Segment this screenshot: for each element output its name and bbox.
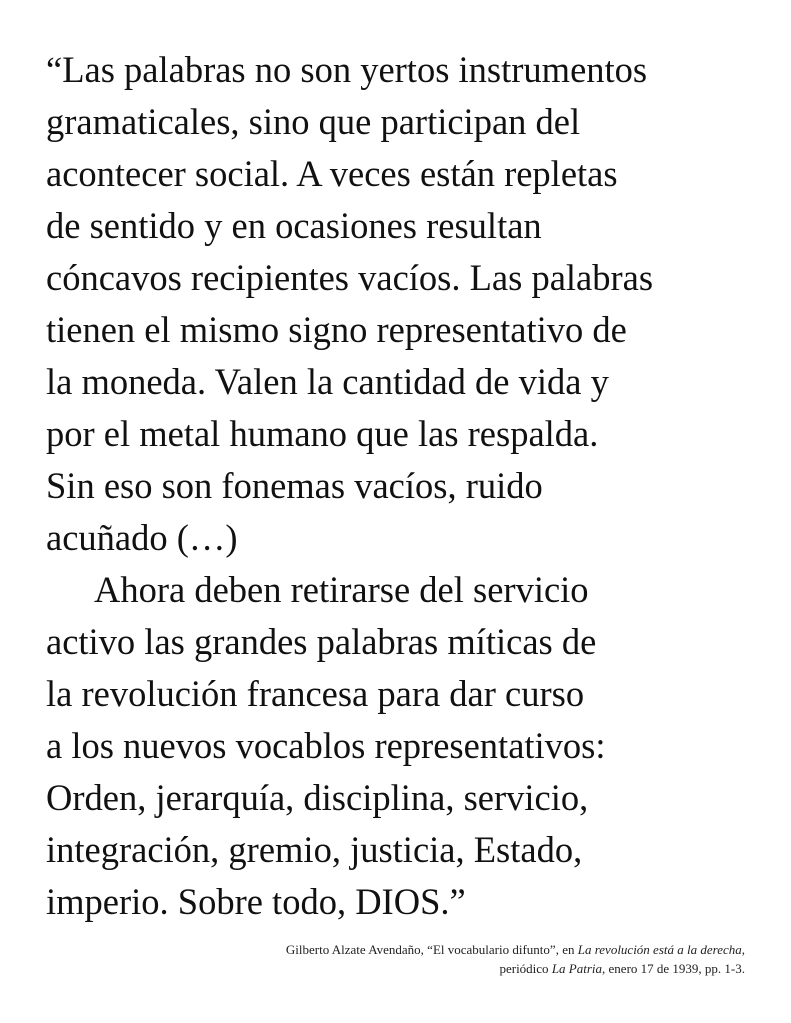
quote-line: de sentido y en ocasiones resultan [46, 205, 542, 246]
quote-line: Sin eso son fonemas vacíos, ruido [46, 465, 543, 506]
quote-line: a los nuevos vocablos representativos: [46, 725, 606, 766]
quote-line: por el metal humano que las respalda. [46, 413, 599, 454]
citation-book-title: La revolución está a la derecha [577, 942, 742, 957]
quote-line: Orden, jerarquía, disciplina, servicio, [46, 777, 589, 818]
quote-line: la revolución francesa para dar curso [46, 673, 585, 714]
citation-separator: , [741, 942, 745, 957]
quote-line-indented: Ahora deben retirarse del servicio [94, 569, 589, 610]
quote-line: acuñado (…) [46, 517, 238, 558]
citation-date-pages: , enero 17 de 1939, pp. 1-3. [602, 961, 745, 976]
citation-author-title: Gilberto Alzate Avendaño, “El vocabulario difunto”, en [285, 942, 578, 957]
quote-line: integración, gremio, justicia, Estado, [46, 829, 583, 870]
quote-line: “Las palabras no son yertos instrumentos [46, 49, 648, 90]
citation-periodical-label: periódico [499, 961, 552, 976]
quote-line: tienen el mismo signo representativo de [46, 309, 627, 350]
quote-block [46, 44, 766, 928]
citation [145, 940, 745, 978]
quote-line: cóncavos recipientes vacíos. Las palabras [46, 257, 654, 298]
quote-line: la moneda. Valen la cantidad de vida y [46, 361, 609, 402]
citation-line-2 [145, 959, 745, 978]
citation-periodical-name: La Patria [551, 961, 603, 976]
quote-line: gramaticales, sino que participan del [46, 101, 581, 142]
citation-line-1 [145, 940, 745, 959]
quote-line: acontecer social. A veces están repletas [46, 153, 618, 194]
quote-line: imperio. Sobre todo, DIOS.” [46, 881, 466, 922]
quote-line: activo las grandes palabras míticas de [46, 621, 597, 662]
